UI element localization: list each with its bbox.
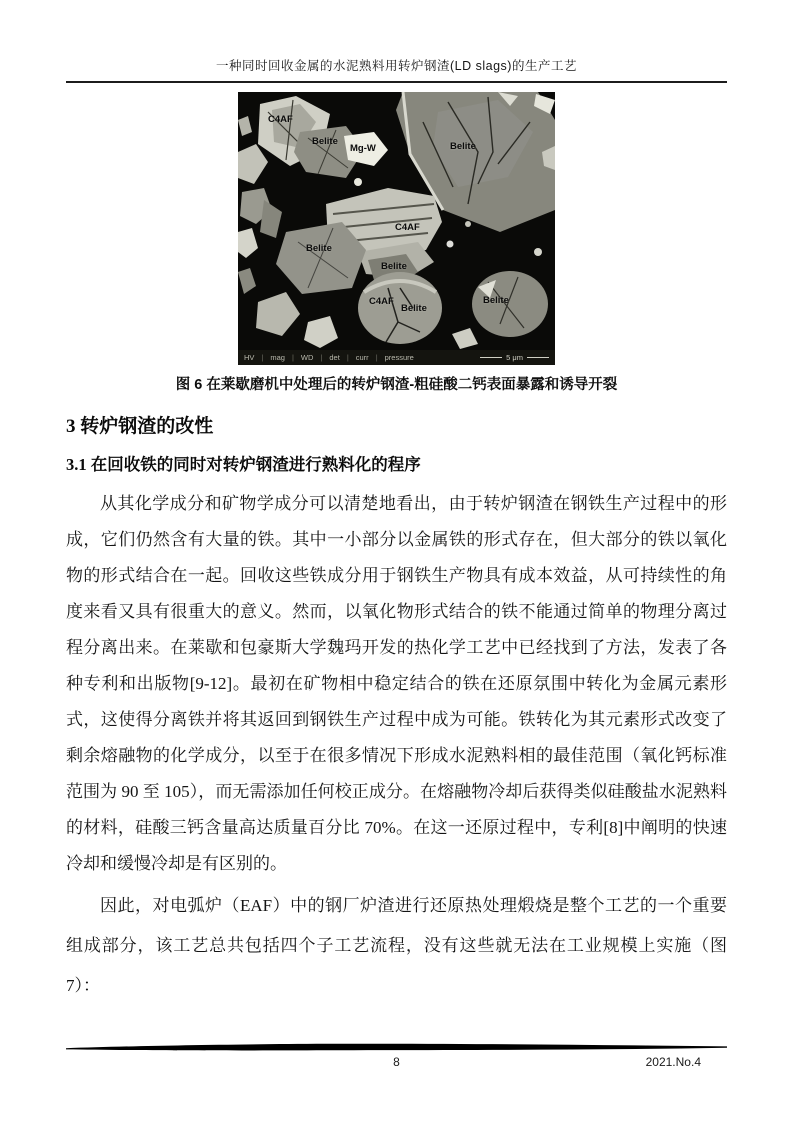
- sem-field-mag: mag: [270, 353, 285, 362]
- scale-bar-label: 5 μm: [506, 353, 523, 362]
- particle-label: Belite: [306, 243, 332, 254]
- sem-field-wd: WD: [300, 353, 314, 362]
- footer-rule: [66, 1042, 727, 1052]
- body-paragraph-1: 从其化学成分和矿物学成分可以清楚地看出，由于转炉钢渣在钢铁生产过程中的形成，它们仍然含有大量的铁。其中一小部分以金属铁的形式存在，但大部分的铁以氧化物的形式结合在一起。回收这些铁成分用于钢铁生产物具有成本效益，从可持续性的角度来看又具有很重大的意义。然而，以氧化物形式结合的铁不能通过简单的物理分离过程分离出来。在莱歇和包豪斯大学魏玛开发的热化学工艺中已经找到了方法，发表了各种专利和出版物[9-12]。最初在矿物相中稳定结合的铁在还原氛围中转化为金属元素形式，这使得分离铁并将其返回到钢铁生产过程中成为可能。铁转化为其元素形式改变了剩余熔融物的化学成分，以至于在很多情况下形成水泥熟料相的最佳范围（氧化钙标准范围为 90 至 105），而无需添加任何校正成分。在熔融物冷却后获得类似硅酸盐水泥熟料的材料，硅酸三钙含量高达质量百分比 70%。在这一还原过程中，专利[8]中阐明的快速冷却和缓慢冷却是有区别的。: [66, 494, 727, 873]
- particle-label: Mg-W: [350, 143, 376, 154]
- statusbar-divider: |: [291, 353, 294, 362]
- particle-label: Belite: [450, 141, 476, 152]
- statusbar-divider: |: [375, 353, 378, 362]
- particle-label: C4AF: [395, 222, 420, 233]
- sem-statusbar: [238, 350, 555, 365]
- page-footer: [66, 1042, 727, 1071]
- sem-field-pressure: pressure: [384, 353, 414, 362]
- sem-field-det: det: [329, 353, 340, 362]
- figure-caption: 图 6 在莱歇磨机中处理后的转炉钢渣-粗硅酸二钙表面暴露和诱导开裂: [175, 377, 618, 393]
- subsection-heading: 3.1 在回收铁的同时对转炉钢渣进行熟料化的程序: [66, 455, 421, 474]
- body-paragraph-2: 因此，对电弧炉（EAF）中的钢厂炉渣进行还原热处理煅烧是整个工艺的一个重要组成部分，该工艺总共包括四个子工艺流程，没有这些就无法在工业规模上实施（图 7）：: [66, 896, 727, 995]
- document-title: 一种同时回收金属的水泥熟料用转炉钢渣(LD slags)的生产工艺: [216, 59, 577, 73]
- statusbar-divider: |: [346, 353, 349, 362]
- statusbar-divider: |: [320, 353, 323, 362]
- particle-label: Belite: [483, 295, 509, 306]
- page-number: 8: [393, 1055, 400, 1069]
- scale-bar: [480, 353, 549, 362]
- issue-label: 2021.No.4: [645, 1055, 701, 1069]
- sem-micrograph-image: [238, 92, 555, 365]
- particle-label: Belite: [381, 261, 407, 272]
- particle-label: Belite: [312, 136, 338, 147]
- sem-field-curr: curr: [355, 353, 369, 362]
- statusbar-divider: |: [261, 353, 264, 362]
- scale-bar-line: [527, 357, 549, 358]
- footer-text-row: [66, 1055, 727, 1071]
- page-header: [66, 56, 727, 83]
- particle-label: C4AF: [268, 114, 293, 125]
- scale-bar-line: [480, 357, 502, 358]
- particle-label: C4AF: [369, 296, 394, 307]
- particle-label: Belite: [401, 303, 427, 314]
- sem-particles-graphic: [238, 92, 555, 350]
- sem-field-hv: HV: [244, 353, 255, 362]
- figure-6: [66, 92, 727, 394]
- section-heading: 3 转炉钢渣的改性: [66, 416, 214, 437]
